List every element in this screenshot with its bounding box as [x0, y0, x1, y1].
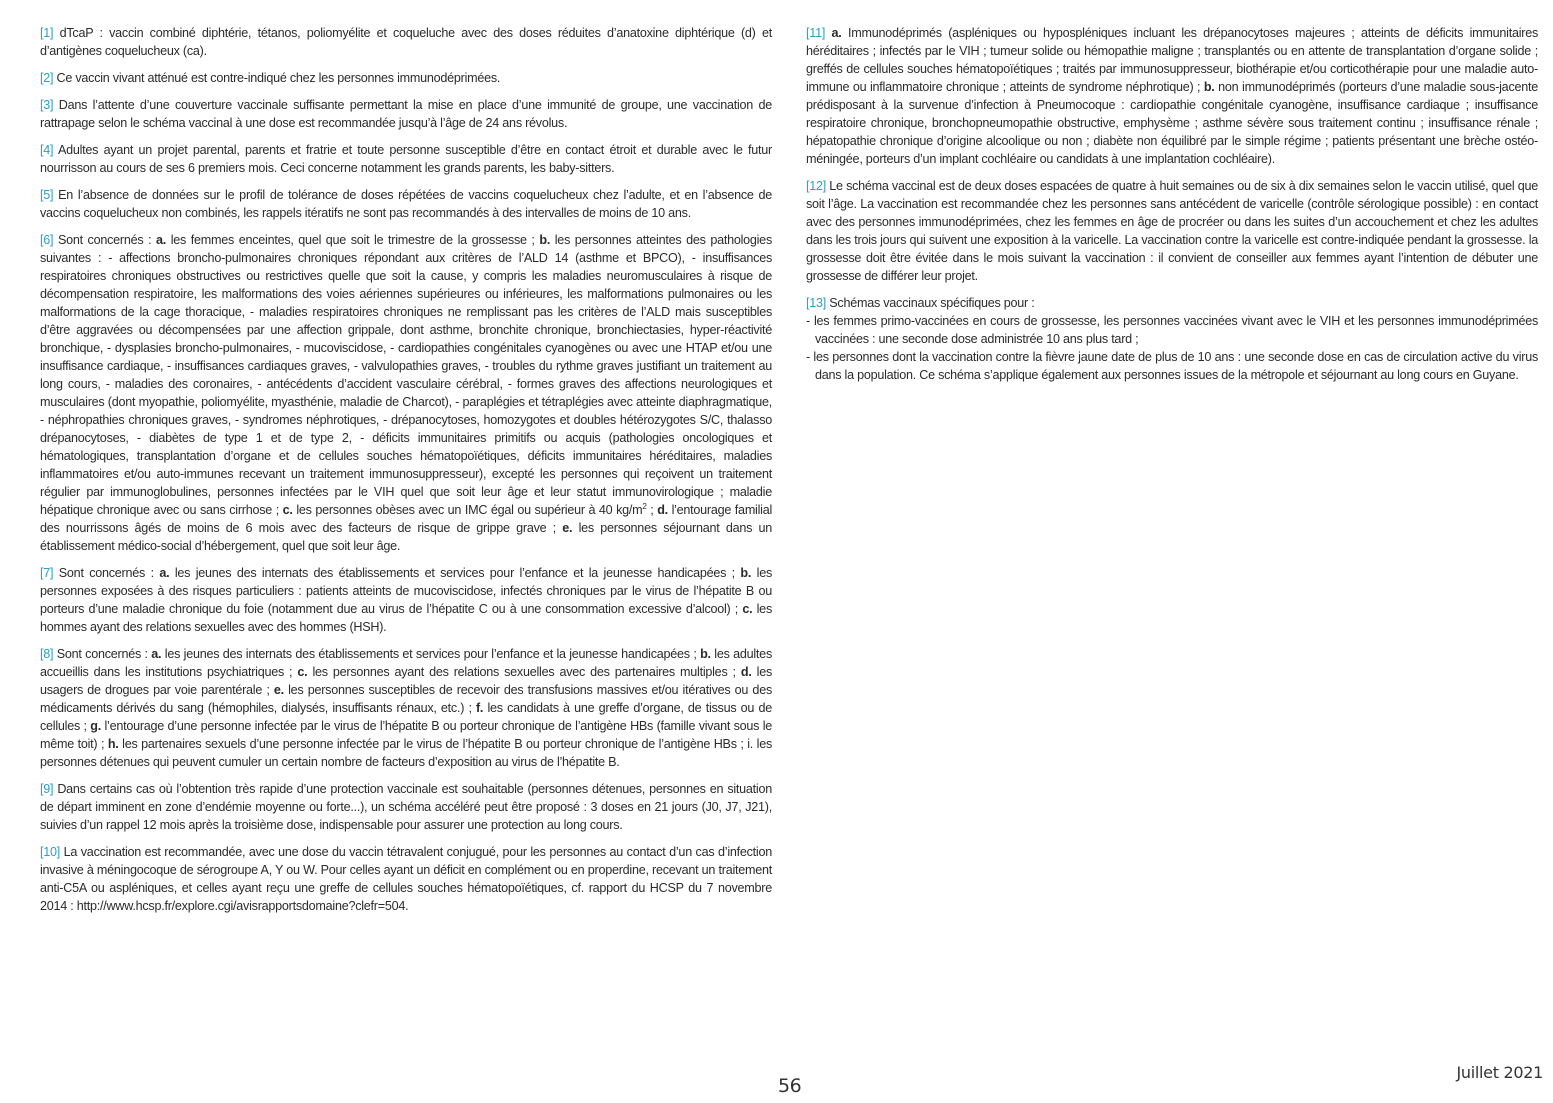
- footnote-text: les jeunes des internats des établissements et services pour l’enfance et la jeunesse handicapées ;: [169, 566, 741, 580]
- footnote-text: les jeunes des internats des établissements et services pour l’enfance et la jeunesse handicapées ;: [161, 647, 701, 661]
- footnote-text: dTcaP : vaccin combiné diphtérie, tétanos, poliomyélite et coqueluche avec des doses réduites d’anatoxine diphtérique (d) et d’antigènes coquelucheux (ca).: [40, 26, 772, 58]
- footnote-ref: [6]: [40, 233, 54, 247]
- footnote-9: [40, 780, 772, 834]
- footnote-ref: [7]: [40, 566, 54, 580]
- footnote-text: les adultes accueillis dans les institutions psychiatriques ;: [40, 647, 772, 679]
- footnote-ref: [10]: [40, 845, 61, 859]
- footnote-item-letter: b.: [539, 233, 551, 247]
- footnote-text: La vaccination est recommandée, avec une dose du vaccin tétravalent conjugué, pour les personnes au contact d’un cas d’infection invasive à méningocoque de sérogroupe A, Y ou W. Pour celles ayant un déficit en complément ou en properdine, recevant un traitement anti-C5A ou aspléniques, et celles ayant reçu une greffe de cellules souches hématopoïétiques, cf. rapport du HCSP du 7 novembre 2014 : http://www.hcsp.fr/explore.cgi/avisrapportsdomaine?clefr=504.: [40, 845, 772, 913]
- footnote-item-letter: e.: [273, 683, 284, 697]
- footnote-ref: [3]: [40, 98, 54, 112]
- footnote-7: [40, 564, 772, 636]
- footnote-item-letter: a.: [151, 647, 162, 661]
- footnote-item-letter: b.: [1203, 80, 1215, 94]
- footnote-item-letter: c.: [297, 665, 308, 679]
- notes-column-right: [806, 24, 1538, 393]
- footnote-ref: [4]: [40, 143, 54, 157]
- footnote-text: les usagers de drogues par voie parentérale ;: [40, 665, 772, 697]
- footnote-text: Sont concernés :: [53, 647, 152, 661]
- footnote-text: les personnes ayant des relations sexuelles avec des partenaires multiples ;: [307, 665, 741, 679]
- footnote-ref: [12]: [806, 179, 827, 193]
- footnote-ref: [2]: [40, 71, 54, 85]
- footnote-text: les personnes susceptibles de recevoir des transfusions massives et/ou itératives ou des médicaments dérivés du sang (hémophiles, dialysés, insuffisants rénaux, etc.) ;: [40, 683, 772, 715]
- footnote-text: En l’absence de données sur le profil de tolérance de doses répétées de vaccins coquelucheux chez l’adulte, et en l’absence de vaccins coquelucheux non combinés, les rappels itératifs ne sont pas recommandés à des intervalles de moins de 10 ans.: [40, 188, 772, 220]
- footnote-text: les hommes ayant des relations sexuelles avec des hommes (HSH).: [40, 602, 772, 634]
- footnote-ref: [13]: [806, 296, 827, 310]
- footnote-text: les personnes séjournant dans un établissement médico-social d’hébergement, quel que soit leur âge.: [40, 521, 772, 553]
- footnote-ref: [1]: [40, 26, 54, 40]
- footnote-13: [806, 294, 1538, 384]
- footnote-text: Dans certains cas où l’obtention très rapide d’une protection vaccinale est souhaitable (personnes détenues, personnes en situation de départ imminent en zone d’endémie moyenne ou forte...), un schéma accéléré peut être proposé : 3 doses en 21 jours (J0, J7, J21), suivies d’un rappel 12 mois après la troisième dose, indispensable pour assurer une protection au long cours.: [40, 782, 772, 832]
- footnote-text: les femmes enceintes, quel que soit le trimestre de la grossesse ;: [166, 233, 540, 247]
- footnote-11: [806, 24, 1538, 168]
- footnote-text: Immunodéprimés (aspléniques ou hypospléniques incluant les drépanocytoses majeures ; atteints de déficits immunitaires héréditaires ; infectés par le VIH ; tumeur solide ou hémopathie maligne ; transplantés ou en attente de transplantation d’organe solide ; greffés de cellules souches hématopoïétiques ; traités par immunosuppresseur, biothérapie et/ou corticothérapie pour une maladie auto-immune ou inflammatoire chronique ; atteints de syndrome néphrotique) ;: [806, 26, 1538, 94]
- footnote-1: [40, 24, 772, 60]
- footnote-item-letter: h.: [107, 737, 119, 751]
- footnote-ref: [5]: [40, 188, 54, 202]
- footnote-text: Sont concernés :: [53, 566, 160, 580]
- footnote-item-letter: a.: [156, 233, 167, 247]
- footnote-list-item: - les femmes primo-vaccinées en cours de grossesse, les personnes vaccinées vivant avec le VIH et les personnes immunodéprimées vaccinées : une seconde dose administrée 10 ans plus tard ;: [806, 314, 1538, 346]
- footnote-text: Adultes ayant un projet parental, parents et fratrie et toute personne susceptible d’être en contact étroit et durable avec le futur nourrisson au cours de ses 6 premiers mois. Ceci concerne notamment les grands parents, les baby-sitters.: [40, 143, 772, 175]
- footnote-item-letter: d.: [740, 665, 752, 679]
- notes-right-list: [806, 24, 1538, 285]
- notes-column-left: [40, 24, 772, 924]
- footnote-item-letter: b.: [700, 647, 711, 661]
- footnote-ref: [8]: [40, 647, 54, 661]
- footnote-ref: [9]: [40, 782, 54, 796]
- footnote-8: [40, 645, 772, 771]
- footnote-text: ;: [646, 503, 658, 517]
- footnote-3: [40, 96, 772, 132]
- footnote-2: [40, 69, 772, 87]
- footnote-item-letter: a.: [159, 566, 170, 580]
- footnote-list-item: - les personnes dont la vaccination contre la fièvre jaune date de plus de 10 ans : une seconde dose en cas de circulation active du virus dans la population. Ce schéma s’applique également aux personnes issues de la métropole et séjournant au long cours en Guyane.: [806, 350, 1538, 382]
- footnote-item-letter: e.: [562, 521, 573, 535]
- footnote-item-letter: d.: [657, 503, 668, 517]
- footnote-item-letter: c.: [282, 503, 293, 517]
- footnote-item-letter: a.: [831, 26, 842, 40]
- footnote-text: les personnes obèses avec un IMC égal ou supérieur à 40 kg/m: [292, 503, 643, 517]
- footnote-text: 2: [642, 501, 647, 511]
- footnote-text: les personnes exposées à des risques particuliers : patients atteints de mucoviscidose, infectés chroniques par le virus de l’hépatite B ou porteurs d’une maladie chronique du foie (notamment due au virus de l’hépatite C ou à une consommation excessive d’alcool) ;: [40, 566, 772, 616]
- footnote-6: [40, 231, 772, 555]
- footnote-12: [806, 177, 1538, 285]
- footnote-4: [40, 141, 772, 177]
- footnote-item-letter: f.: [475, 701, 484, 715]
- footnote-text: l’entourage familial des nourrissons âgés de moins de 6 mois avec des facteurs de risque de grippe grave ;: [40, 503, 773, 535]
- page-number: 56: [778, 1075, 802, 1097]
- footnote-text: les personnes atteintes des pathologies suivantes : - affections broncho-pulmonaires chroniques répondant aux critères de l’ALD 14 (asthme et BPCO), - insuffisances respiratoires chroniques obstructives ou restrictives quelle que soit la cause, y compris les maladies neuromusculaires à risque de décompensation respiratoire, les malformations des voies aériennes supérieures ou inférieures, les malformations pulmonaires ou les malformations de la cage thoracique, - maladies respiratoires chroniques ne remplissant pas les critères de l’ALD mais susceptibles d’être aggravées ou décompensées par une affection grippale, dont asthme, bronchite chronique, bronchiectasies, hyper-réactivité bronchique, - dysplasies broncho-pulmonaires, - mucoviscidose, - cardiopathies congénitales cyanogènes ou avec une HTAP et/ou une insuffisance cardiaque, - insuffisances cardiaques graves, - valvulopathies graves, - troubles du rythme graves justifiant un traitement au long cours, - maladies des coronaires, - antécédents d’accident vasculaire cérébral, - formes graves des affections neurologiques et musculaires (dont myopathie, poliomyélite, myasthénie, maladie de Charcot), - paraplégies et tétraplégies avec atteinte diaphragmatique, - néphropathies chroniques graves, - syndromes néphrotiques, - drépanocytoses, homozygotes et doubles hétérozygotes S/C, thalasso drépanocytoses, - diabètes de type 1 et de type 2, - déficits immunitaires primitifs ou acquis (pathologies oncologiques et hématologiques, transplantation d’organe et de cellules souches hématopoïétiques, déficits immunitaires héréditaires, maladies inflammatoires et/ou auto-immunes recevant un traitement immunosuppresseur), excepté les personnes qui reçoivent un traitement régulier par immunoglobulines, personnes infectées par le VIH quel que soit leur âge et leur statut immunovirologique ; maladie hépatique chronique avec ou sans cirrhose ;: [40, 233, 772, 517]
- footnote-text: l’entourage d’une personne infectée par le virus de l’hépatite B ou porteur chronique de l’antigène HBs (famille vivant sous le même toit) ;: [40, 719, 773, 751]
- footnote-intro: Schémas vaccinaux spécifiques pour :: [826, 296, 1035, 310]
- footnote-text: Sont concernés :: [53, 233, 157, 247]
- footnote-text: Ce vaccin vivant atténué est contre-indiqué chez les personnes immunodéprimées.: [53, 71, 501, 85]
- footnote-text: les candidats à une greffe d’organe, de tissus ou de cellules ;: [40, 701, 772, 733]
- footnote-10: [40, 843, 772, 915]
- footnote-item-letter: c.: [742, 602, 753, 616]
- footnote-item-letter: g.: [90, 719, 101, 733]
- footnote-text: non immunodéprimés (porteurs d’une maladie sous-jacente prédisposant à la survenue d’infection à Pneumocoque : cardiopathie congénitale cyanogène, insuffisance cardiaque ; insuffisance respiratoire chronique, bronchopneumopathie obstructive, emphysème ; asthme sévère sous traitement continu ; insuffisance rénale ; hépatopathie chronique d’origine alcoolique ou non ; diabète non équilibré par le simple régime ; patients présentant une brèche ostéo-méningée, porteurs d’un implant cochléaire ou candidats à une implantation cochléaire).: [806, 80, 1538, 166]
- footnote-text: les partenaires sexuels d’une personne infectée par le virus de l’hépatite B ou porteur chronique de l’antigène HBs ; i. les personnes détenues qui peuvent cumuler un certain nombre de facteurs d’exposition au virus de l’hépatite B.: [40, 737, 772, 769]
- footnote-5: [40, 186, 772, 222]
- footnote-text: Dans l’attente d’une couverture vaccinale suffisante permettant la mise en place d’une immunité de groupe, une vaccination de rattrapage selon le schéma vaccinal à une dose est recommandée jusqu’à l’âge de 24 ans révolus.: [40, 98, 772, 130]
- publication-date: Juillet 2021: [1456, 1063, 1543, 1082]
- footnote-ref: [11]: [806, 26, 826, 40]
- footnote-item-letter: b.: [740, 566, 752, 580]
- footnote-text: Le schéma vaccinal est de deux doses espacées de quatre à huit semaines ou de six à dix semaines selon le vaccin utilisé, quel que soit l’âge. La vaccination est recommandée chez les personnes sans antécédent de varicelle (contrôle sérologique possible) : en contact avec des personnes immunodéprimées, chez les femmes en âge de procréer ou dans les suites d’un accouchement et chez les adultes dans les trois jours qui suivent une exposition à la varicelle. La vaccination contre la varicelle est contre-indiquée pendant la grossesse. la grossesse doit être évitée dans le mois suivant la vaccination : il convient de conseiller aux femmes ayant l’intention de débuter une grossesse de différer leur projet.: [806, 179, 1538, 283]
